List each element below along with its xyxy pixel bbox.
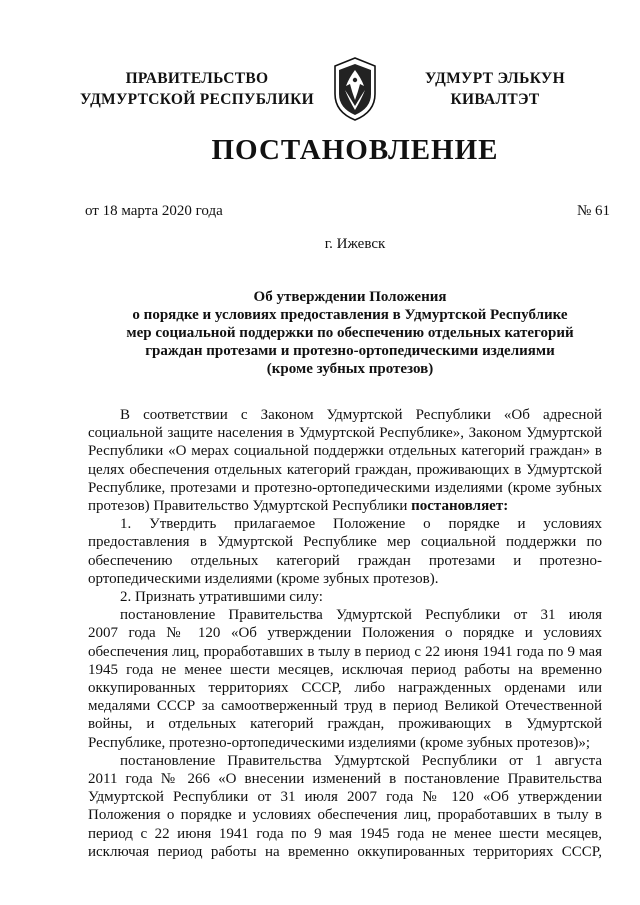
header-left-line1: ПРАВИТЕЛЬСТВО [125,70,269,87]
subject-line: граждан протезами и протезно-ортопедическими изделиями [145,343,555,359]
body-line: Положения о порядке и условиях обеспечения лиц, проработавших в тылу в [88,807,602,824]
body-line: обеспечению отдельных категорий граждан протезами и протезно- [88,552,602,569]
body-line: Республике, протезами и протезно-ортопедическими изделиями (кроме зубных [88,479,602,496]
body-line: постановление Правительства Удмуртской Республики от 31 июля [120,607,602,624]
body-line: период с 22 июня 1941 года по 9 мая 1945 года не менее шести месяцев, [88,825,602,842]
body-line: медалями СССР за самоотверженный труд в период Великой Отечественной [88,698,602,715]
body-line: 2. Признать утратившими силу: [120,589,323,606]
header-government-ru [72,68,322,110]
header-left-line2: УДМУРТСКОЙ РЕСПУБЛИКИ [79,91,314,108]
body-line [88,497,602,515]
body-line: Удмуртской Республики от 31 июля 2007 года № 120 «Об утверждении [88,789,602,806]
document-number: № 61 [576,203,610,219]
subject-line: мер социальной поддержки по обеспечению отдельных категорий [126,325,574,341]
body-line: ортопедическими изделиями (кроме зубных протезов). [88,570,439,587]
document-subject [80,288,620,378]
body-line: 1. Утвердить прилагаемое Положение о порядке и условиях [120,516,602,533]
subject-line: о порядке и условиях предоставления в Удмуртской Республике [132,307,568,323]
header-government-udm [395,68,595,110]
body-line: постановление Правительства Удмуртской Республики от 1 августа [120,752,602,769]
body-line: обеспечения лиц, проработавших в тылу в период с 22 июня 1941 года по 9 мая [88,643,602,660]
document-title: ПОСТАНОВЛЕНИЕ [211,134,499,166]
body-colon: : [503,498,509,515]
body-line: 2007 года № 120 «Об утверждении Положения о порядке и условиях [88,625,602,642]
header-right-line1: УДМУРТ ЭЛЬКУН [425,70,565,87]
body-line: оккупированных территориях СССР, либо награжденных орденами или [88,680,602,697]
subject-line: (кроме зубных протезов) [266,361,434,377]
body-line: исключая период работы на временно оккупированных территориях СССР, [88,843,602,860]
document-body [88,406,602,861]
body-line: Республики «О мерах социальной поддержки отдельных категорий граждан» в [88,443,602,460]
body-line: социальной защите населения в Удмуртской Республике», Законом Удмуртской [88,425,602,442]
coat-of-arms-emblem [331,56,379,122]
header-right-line2: КИВАЛТЭТ [450,91,540,108]
body-keyword: постановляет [411,498,504,515]
document-city: г. Ижевск [324,236,386,252]
body-line: 1945 года не менее шести месяцев, исключая период работы на временно [88,661,602,678]
body-line: целях обеспечения отдельных категорий граждан, проживающих в Удмуртской [88,461,602,478]
subject-line: Об утверждении Положения [253,289,447,305]
body-line: Республике, протезно-ортопедическими изделиями (кроме зубных протезов)»; [88,734,591,751]
body-line: В соответствии с Законом Удмуртской Республики «Об адресной [120,407,602,423]
body-line: войны, и отдельных категорий граждан, проживающих в Удмуртской [88,716,602,733]
body-line: предоставления в Удмуртской Республике мер социальной поддержки по [88,534,602,551]
document-date: от 18 марта 2020 года [85,203,223,219]
body-line: 2011 года № 266 «О внесении изменений в постановление Правительства [88,771,602,788]
body-text-run: протезов) Правительство Удмуртской Республики [88,498,412,515]
